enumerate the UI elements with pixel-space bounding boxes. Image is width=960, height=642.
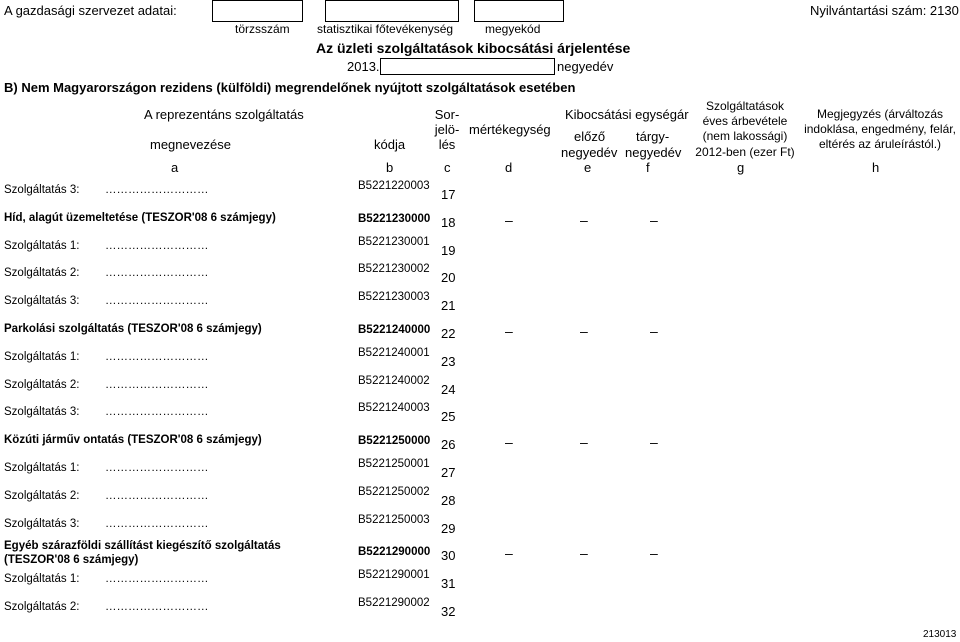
service-code: B5221230002 bbox=[358, 263, 430, 275]
service-name-input[interactable]: ……………………… bbox=[105, 518, 209, 530]
unit-price-header: Kibocsátási egységár bbox=[565, 107, 689, 122]
service-code: B5221290000 bbox=[358, 546, 431, 558]
row-mark-header-3: lés bbox=[438, 137, 456, 152]
row-number: 30 bbox=[441, 548, 456, 563]
service-code: B5221220003 bbox=[358, 180, 430, 192]
service-name-input[interactable]: ……………………… bbox=[105, 267, 209, 279]
col-letter-f: f bbox=[646, 160, 650, 175]
row-number: 29 bbox=[441, 521, 456, 536]
service-label: Szolgáltatás 2: bbox=[4, 267, 80, 279]
page-title: Az üzleti szolgáltatások kibocsátási árjelentése bbox=[316, 40, 631, 56]
fotevekenyseg-label: statisztikai főtevékenység bbox=[317, 22, 454, 36]
revenue-header-4: 2012-ben (ezer Ft) bbox=[695, 145, 795, 159]
service-code: B5221240002 bbox=[358, 375, 430, 387]
dash-placeholder: – bbox=[650, 323, 658, 339]
service-code: B5221230001 bbox=[358, 236, 430, 248]
row-number: 20 bbox=[441, 270, 456, 285]
service-label: Szolgáltatás 3: bbox=[4, 406, 80, 418]
service-code: B5221250003 bbox=[358, 514, 430, 526]
service-name-input[interactable]: ……………………… bbox=[105, 351, 209, 363]
unit-header: mértékegység bbox=[469, 122, 551, 137]
row-number: 23 bbox=[441, 354, 456, 369]
service-code: B5221250002 bbox=[358, 486, 430, 498]
service-label: Szolgáltatás 3: bbox=[4, 295, 80, 307]
service-label: Szolgáltatás 1: bbox=[4, 573, 80, 585]
service-name-input[interactable]: ……………………… bbox=[105, 573, 209, 585]
col-letter-h: h bbox=[872, 160, 880, 175]
rep-service-header: A reprezentáns szolgáltatás bbox=[144, 107, 304, 122]
dash-placeholder: – bbox=[650, 434, 658, 450]
torzsszam-label: törzsszám bbox=[235, 22, 290, 36]
service-code: B5221230000 bbox=[358, 213, 431, 225]
row-number: 25 bbox=[441, 409, 456, 424]
col-letter-g: g bbox=[737, 160, 745, 175]
name-header: megnevezése bbox=[150, 137, 231, 152]
service-label: Szolgáltatás 3: bbox=[4, 184, 80, 196]
footer-code: 213013 bbox=[923, 629, 957, 640]
prev-header-1: előző bbox=[574, 129, 606, 144]
dash-placeholder: – bbox=[505, 434, 513, 450]
col-letter-b: b bbox=[386, 160, 394, 175]
revenue-header-1: Szolgáltatások bbox=[705, 99, 785, 113]
col-letter-c: c bbox=[444, 160, 451, 175]
service-code: B5221250001 bbox=[358, 458, 430, 470]
service-code: B5221290001 bbox=[358, 569, 430, 581]
row-number: 19 bbox=[441, 243, 456, 258]
service-name-input[interactable]: ……………………… bbox=[105, 490, 209, 502]
service-name-input[interactable]: ……………………… bbox=[105, 184, 209, 196]
dash-placeholder: – bbox=[505, 212, 513, 228]
service-code: B5221240001 bbox=[358, 347, 430, 359]
col-letter-e: e bbox=[584, 160, 592, 175]
period-suffix: negyedév bbox=[557, 59, 614, 74]
torzsszam-input[interactable] bbox=[212, 0, 303, 22]
registration-number: Nyilvántartási szám: 2130 bbox=[810, 3, 959, 18]
megyekod-label: megyekód bbox=[485, 22, 541, 36]
dash-placeholder: – bbox=[580, 323, 588, 339]
notes-header-1: Megjegyzés (árváltozás bbox=[816, 107, 944, 121]
dash-placeholder: – bbox=[650, 212, 658, 228]
service-code: B5221290002 bbox=[358, 597, 430, 609]
megyekod-input[interactable] bbox=[474, 0, 564, 22]
prev-header-2: negyedév bbox=[561, 145, 618, 160]
service-name-input[interactable]: ……………………… bbox=[105, 406, 209, 418]
dash-placeholder: – bbox=[650, 545, 658, 561]
dash-placeholder: – bbox=[580, 434, 588, 450]
revenue-header-3: (nem lakossági) bbox=[702, 129, 788, 143]
notes-header-3: eltérés az áruleírástól.) bbox=[818, 137, 942, 151]
service-name-input[interactable]: ……………………… bbox=[105, 601, 209, 613]
row-number: 31 bbox=[441, 576, 456, 591]
col-letter-d: d bbox=[505, 160, 513, 175]
row-number: 22 bbox=[441, 326, 456, 341]
dash-placeholder: – bbox=[505, 323, 513, 339]
row-number: 21 bbox=[441, 298, 456, 313]
row-number: 27 bbox=[441, 465, 456, 480]
service-code: B5221240003 bbox=[358, 402, 430, 414]
service-label: Szolgáltatás 2: bbox=[4, 601, 80, 613]
dash-placeholder: – bbox=[580, 212, 588, 228]
quarter-input[interactable] bbox=[380, 58, 555, 75]
category-label: Közúti járműv ontatás (TESZOR'08 6 számjegy) bbox=[4, 434, 262, 446]
service-label: Szolgáltatás 2: bbox=[4, 490, 80, 502]
row-mark-header-1: Sor- bbox=[434, 107, 460, 122]
notes-header-2: indoklása, engedmény, felár, bbox=[804, 122, 956, 136]
org-data-label: A gazdasági szervezet adatai: bbox=[4, 3, 177, 18]
service-label: Szolgáltatás 2: bbox=[4, 379, 80, 391]
service-label: Szolgáltatás 1: bbox=[4, 240, 80, 252]
code-header: kódja bbox=[374, 137, 406, 152]
section-title: B) Nem Magyarországon rezidens (külföldi) megrendelőnek nyújtott szolgáltatások esetében bbox=[4, 80, 576, 95]
current-header-1: tárgy- bbox=[636, 129, 670, 144]
service-label: Szolgáltatás 1: bbox=[4, 351, 80, 363]
period-year: 2013. bbox=[347, 59, 380, 74]
service-name-input[interactable]: ……………………… bbox=[105, 379, 209, 391]
service-code: B5221240000 bbox=[358, 324, 431, 336]
fotevekenyseg-input[interactable] bbox=[325, 0, 459, 22]
row-number: 17 bbox=[441, 187, 456, 202]
row-number: 24 bbox=[441, 382, 456, 397]
row-number: 26 bbox=[441, 437, 456, 452]
row-mark-header-2: jelö- bbox=[434, 122, 460, 137]
revenue-header-2: éves árbevétele bbox=[702, 114, 788, 128]
category-label: Egyéb szárazföldi szállítást kiegészítő szolgáltatás (TESZOR'08 6 számjegy) bbox=[4, 540, 281, 566]
dash-placeholder: – bbox=[505, 545, 513, 561]
service-name-input[interactable]: ……………………… bbox=[105, 462, 209, 474]
service-code: B5221230003 bbox=[358, 291, 430, 303]
col-letter-a: a bbox=[171, 160, 179, 175]
category-label: Híd, alagút üzemeltetése (TESZOR'08 6 számjegy) bbox=[4, 212, 276, 224]
row-number: 28 bbox=[441, 493, 456, 508]
category-label: Parkolási szolgáltatás (TESZOR'08 6 számjegy) bbox=[4, 323, 262, 335]
row-number: 32 bbox=[441, 604, 456, 619]
service-name-input[interactable]: ……………………… bbox=[105, 295, 209, 307]
service-label: Szolgáltatás 3: bbox=[4, 518, 80, 530]
row-number: 18 bbox=[441, 215, 456, 230]
dash-placeholder: – bbox=[580, 545, 588, 561]
service-name-input[interactable]: ……………………… bbox=[105, 240, 209, 252]
service-code: B5221250000 bbox=[358, 435, 431, 447]
service-label: Szolgáltatás 1: bbox=[4, 462, 80, 474]
current-header-2: negyedév bbox=[625, 145, 682, 160]
